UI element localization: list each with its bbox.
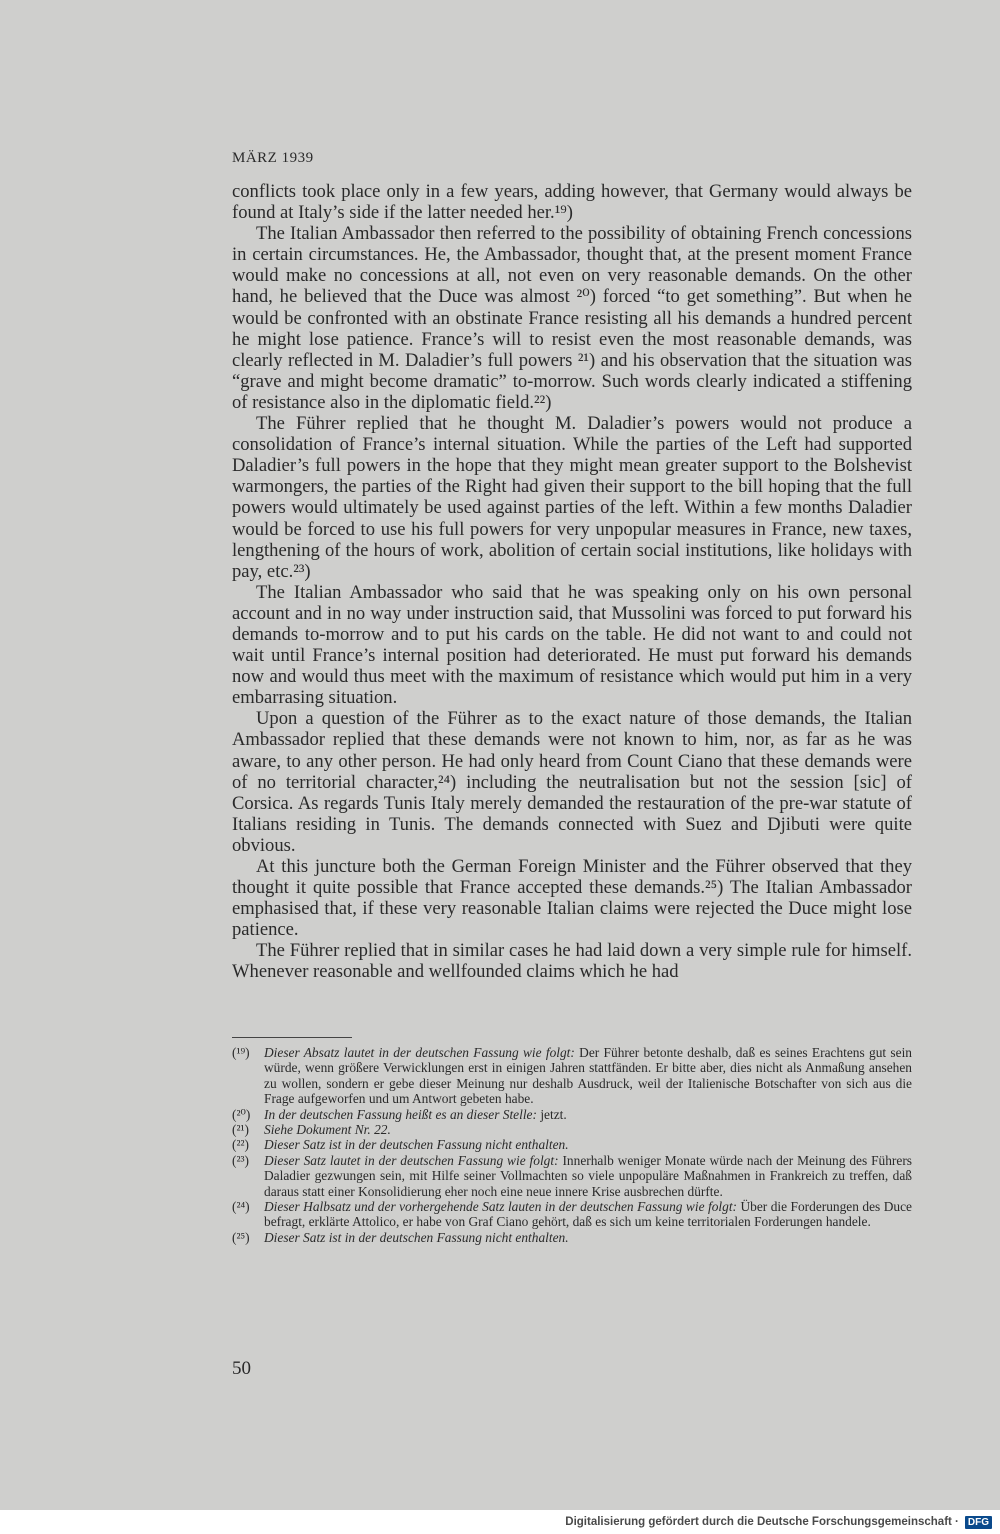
- footnote-italic: Dieser Satz ist in der deutschen Fassung nicht enthalten.: [264, 1137, 569, 1153]
- paragraph: The Führer replied that in similar cases he had laid down a very simple rule for himself. Whenever reasonable and wellfounded claims which he had: [232, 940, 912, 983]
- footnote: [232, 1045, 912, 1107]
- footnote-italic: Dieser Halbsatz und der vorhergehende Satz lauten in der deutschen Fassung wie folgt:: [264, 1199, 737, 1215]
- paragraph: Upon a question of the Führer as to the exact nature of those demands, the Italian Ambassador replied that these demands were not known to him, nor, as far as he was aware, to any other person. He had only heard from Count Ciano that these demands were of no territorial character,²⁴) including the neutralisation but not the session [sic] of Corsica. As regards Tunis Italy merely demanded the restauration of the pre-war statute of Italians residing in Tunis. The demands connected with Suez and Djibuti were quite obvious.: [232, 708, 912, 856]
- paragraph: At this juncture both the German Foreign Minister and the Führer observed that they thought it quite possible that France accepted these demands.²⁵) The Italian Ambassador emphasised that, if these very reasonable Italian claims were rejected the Duce might lose patience.: [232, 856, 912, 941]
- credit-text: Digitalisierung gefördert durch die Deutsche Forschungsgemeinschaft ·: [565, 1516, 959, 1528]
- footnote-text: Über die Forderungen des Duce befragt, erklärte Attolico, er habe von Graf Ciano gehört, daß es sich um keine territorialen Forderungen handele.: [264, 1199, 912, 1230]
- paragraph: The Italian Ambassador then referred to the possibility of obtaining French concessions in certain circumstances. He, the Ambassador, thought that, at the present moment France would make no concessions at all, not even on very reasonable demands. On the other hand, he believed that the Duce was almost ²⁰) forced “to get something”. But when he would be confronted with an obstinate France resisting all his demands a hundred percent he might lose patience. France’s will to resist even the most reasonable demands, was clearly reflected in M. Daladier’s full powers ²¹) and his observation that the situation was “grave and might become dramatic” to-morrow. Such words clearly indicated a stiffening of resistance also in the diplomatic field.²²): [232, 223, 912, 413]
- footnote-text: jetzt.: [536, 1106, 567, 1122]
- footnote-number: (²¹): [232, 1122, 249, 1138]
- footnote-text: Der Führer betonte deshalb, daß es seines Erachtens gut sein würde, wenn größere Verwicklungen erst in einigen Jahren stattfänden. Er bitte aber, dies nicht als Anmaßung ansehen zu wollen, sondern er gebe dieser Meinung nur deshalb Ausdruck, weil der Italienische Botschafter von sich aus die Frage aufgeworfen und um Antwort gebeten habe.: [264, 1045, 912, 1107]
- footnote: [232, 1153, 912, 1199]
- running-head: MÄRZ 1939: [232, 150, 314, 166]
- footnote: [232, 1107, 912, 1122]
- dfg-logo: DFG: [965, 1516, 992, 1529]
- page-number: 50: [232, 1358, 251, 1379]
- footnote-italic: Dieser Absatz lautet in der deutschen Fassung wie folgt:: [264, 1045, 575, 1060]
- footnote-number: (²³): [232, 1152, 249, 1168]
- footnote: [232, 1137, 912, 1152]
- paragraph: conflicts took place only in a few years, adding however, that Germany would always be found at Italy’s side if the latter needed her.¹⁹): [232, 181, 912, 224]
- footnotes: [232, 1045, 912, 1245]
- footnote-italic: Dieser Satz lautet in der deutschen Fassung wie folgt:: [264, 1152, 559, 1168]
- paragraph: The Italian Ambassador who said that he was speaking only on his own personal account and in no way under instruction said, that Mussolini was forced to put forward his demands to-morrow and to put his cards on the table. He did not want to and could not wait until France’s internal position had deteriorated. He must put forward his demands now and would thus meet with the maximum of resistance which would put him in a very embarrasing situation.: [232, 581, 912, 709]
- footnote-number: (¹⁹): [232, 1045, 250, 1060]
- footnote-number: (²²): [232, 1137, 249, 1153]
- paragraph: The Führer replied that he thought M. Daladier’s powers would not produce a consolidation of France’s internal situation. While the parties of the Left had supported Daladier’s full powers in the hope that they might mean greater support to the Bolshevist warmongers, the parties of the Right had given their support to the bill hoping that the full powers would ultimately be used against parties of the left. Within a few months Daladier would be forced to use his full powers for very unpopular measures in France, new taxes, lengthening of the hours of work, abolition of certain social institutions, like holidays with pay, etc.²³): [232, 413, 912, 582]
- footnote: [232, 1122, 912, 1137]
- body-text: [232, 181, 912, 983]
- footnote: [232, 1199, 912, 1230]
- footnote-number: (²⁴): [232, 1199, 250, 1215]
- footnote-italic: Siehe Dokument Nr. 22.: [264, 1122, 391, 1138]
- footnote-italic: Dieser Satz ist in der deutschen Fassung nicht enthalten.: [264, 1229, 569, 1245]
- digitization-credit-bar: [0, 1510, 1000, 1534]
- footnote-text: Innerhalb weniger Monate würde nach der Meinung des Führers Daladier gezwungen sein, mit Hilfe seiner Vollmachten so viele unpopuläre Maßnahmen in Frankreich zu treffen, daß daraus statt einer Konsolidierung eher noch eine neue innere Krise ausbrechen dürfte.: [264, 1152, 912, 1199]
- footnote-number: (²⁰): [232, 1106, 251, 1122]
- footnote-italic: In der deutschen Fassung heißt es an dieser Stelle:: [264, 1106, 537, 1122]
- footnote: [232, 1230, 912, 1245]
- footnote-number: (²⁵): [232, 1229, 250, 1245]
- footnote-divider: [232, 1037, 352, 1038]
